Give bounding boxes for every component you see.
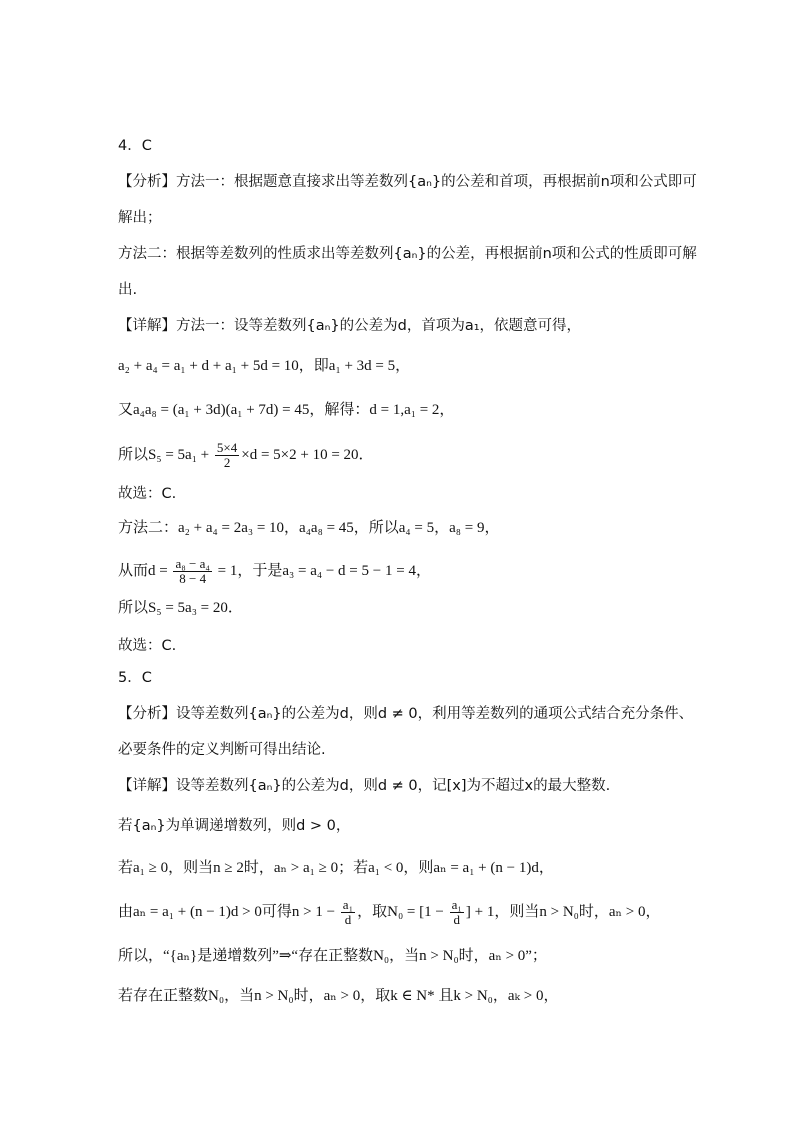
q5-detail-line: 若{aₙ}为单调递增数列，则d > 0， [118, 818, 351, 834]
q5-detail-line: 【详解】设等差数列{aₙ}的公差为d，则d ≠ 0，记[x]为不超过x的最大整数. [118, 778, 611, 794]
fraction: $\frac{\text{a₈ − a₄}}{8 - 4}$ [175, 556, 210, 587]
q5-detail-line: 若存在正整数N₀，当n > N₀时，aₙ > 0，取k ∈ N* 且k > N₀，aₖ > 0， [118, 988, 559, 1004]
q4-analysis-line: 【分析】方法一：根据题意直接求出等差数列{aₙ}的公差和首项，再根据前n项和公式即可 [118, 174, 697, 190]
q4-method2-equation: 从而d = $\frac{\text{a₈ − a₄}}{8 - 4}$ = 1，于是a₃ = a₄ − d = 5 − 1 = 4， [118, 556, 431, 587]
q4-choice: 故选：C. [118, 638, 177, 654]
q4-choice: 故选：C. [118, 486, 177, 502]
q5-detail-line: 所以，“{aₙ}是递增数列”⇒“存在正整数N₀，当n > N₀时，aₙ > 0”； [118, 948, 547, 964]
fraction: $\frac{\text{a₁}}{d}$ [451, 897, 462, 928]
q4-sum-equation: 所以S₅ = 5a₁ + $\frac{5\times 4}{2}$ ×d = 5×2 + 10 = 20． [118, 440, 374, 471]
q5-detail-equation: 由aₙ = a₁ + (n − 1)d > 0可得n > 1 − $\frac{\text{a₁}}{d}$ ，取N₀ = [1 − $\frac{\text{a₁}}{d}$ ] + 1，则当n > N₀时，aₙ > 0， [118, 897, 661, 928]
q5-analysis-line: 必要条件的定义判断可得出结论. [118, 742, 326, 758]
answer-5: 5．C [118, 670, 152, 686]
q4-method2-line: 方法二：a₂ + a₄ = 2a₃ = 10，a₄a₈ = 45，所以a₄ = 5，a₈ = 9， [118, 520, 500, 536]
q4-equation: a₂ + a₄ = a₁ + d + a₁ + 5d = 10，即a₁ + 3d = 5， [118, 358, 411, 374]
fraction: $\frac{5\times 4}{2}$ [216, 440, 238, 471]
q5-detail-line: 若a₁ ≥ 0，则当n ≥ 2时，aₙ > a₁ ≥ 0；若a₁ < 0，则aₙ = a₁ + (n − 1)d， [118, 860, 554, 876]
q4-method2-line: 所以S₅ = 5a₃ = 20． [118, 600, 243, 616]
q4-analysis-line: 出. [118, 282, 138, 298]
q5-analysis-line: 【分析】设等差数列{aₙ}的公差为d，则d ≠ 0，利用等差数列的通项公式结合充分条件、 [118, 706, 694, 722]
q4-analysis-line: 解出； [118, 210, 162, 226]
q4-detail-line: 【详解】方法一：设等差数列{aₙ}的公差为d，首项为a₁，依题意可得， [118, 318, 582, 334]
q4-analysis-line: 方法二：根据等差数列的性质求出等差数列{aₙ}的公差，再根据前n项和公式的性质即可解 [118, 246, 697, 262]
q4-equation: 又a₄a₈ = (a₁ + 3d)(a₁ + 7d) = 45，解得：d = 1,a₁ = 2， [118, 402, 455, 418]
fraction: $\frac{\text{a₁}}{d}$ [342, 897, 354, 928]
answer-4: 4．C [118, 138, 152, 154]
